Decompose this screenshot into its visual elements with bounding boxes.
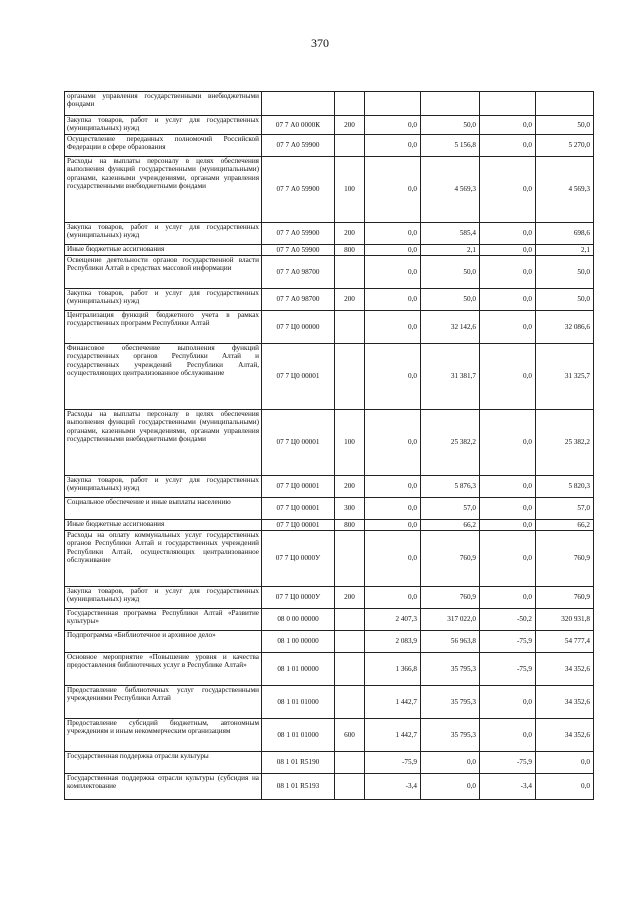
row-name-cell: Централизация функций бюджетного учета в рамках государственных программ Республики Алтай xyxy=(65,311,262,344)
row-value-1-cell: -3,4 xyxy=(365,774,421,800)
table-row xyxy=(65,719,594,752)
row-value-1-cell: 0,0 xyxy=(365,476,421,498)
row-expense-type-cell: 200 xyxy=(335,223,365,245)
row-value-2-cell: 5 156,8 xyxy=(421,135,480,157)
row-value-4-cell: 34 352,6 xyxy=(536,653,594,686)
row-name-cell: Предоставление библиотечных услуг государственными учреждениями Республики Алтай xyxy=(65,686,262,719)
row-value-4-cell: 4 569,3 xyxy=(536,157,594,223)
row-value-3-cell: 0,0 xyxy=(480,289,536,311)
row-value-2-cell: 760,9 xyxy=(421,531,480,587)
row-value-1-cell: 0,0 xyxy=(365,311,421,344)
table-body xyxy=(65,92,594,800)
row-name-cell: Закупка товаров, работ и услуг для государственных (муниципальных) нужд xyxy=(65,223,262,245)
row-value-1-cell: 0,0 xyxy=(365,135,421,157)
row-value-4-cell: 31 325,7 xyxy=(536,344,594,410)
row-value-3-cell: 0,0 xyxy=(480,531,536,587)
row-value-4-cell: 57,0 xyxy=(536,498,594,520)
row-code-cell: 07 7 Ц0 00001 xyxy=(262,476,335,498)
row-value-1-cell: 0,0 xyxy=(365,410,421,476)
row-value-3-cell: 0,0 xyxy=(480,116,536,135)
row-value-1-cell: 1 442,7 xyxy=(365,719,421,752)
row-value-4-cell: 5 270,0 xyxy=(536,135,594,157)
row-value-1-cell: 0,0 xyxy=(365,116,421,135)
row-name-cell: Государственная поддержка отрасли культуры (субсидия на комплектование xyxy=(65,774,262,800)
table-row xyxy=(65,311,594,344)
table-row xyxy=(65,609,594,631)
row-value-1-cell: 0,0 xyxy=(365,531,421,587)
row-value-4-cell: 34 352,6 xyxy=(536,719,594,752)
row-expense-type-cell xyxy=(335,311,365,344)
row-value-1-cell: 0,0 xyxy=(365,223,421,245)
row-code-cell: 07 7 А0 59900 xyxy=(262,157,335,223)
row-value-1-cell: 0,0 xyxy=(365,289,421,311)
row-name-cell: Иные бюджетные ассигнования xyxy=(65,520,262,531)
row-value-1-cell: 0,0 xyxy=(365,587,421,609)
row-expense-type-cell xyxy=(335,344,365,410)
row-value-4-cell: 760,9 xyxy=(536,587,594,609)
row-value-3-cell: 0,0 xyxy=(480,344,536,410)
table-row xyxy=(65,686,594,719)
row-code-cell: 07 7 А0 59900 xyxy=(262,223,335,245)
budget-table xyxy=(64,91,594,800)
row-value-3-cell: 0,0 xyxy=(480,223,536,245)
row-name-cell: Осуществление переданных полномочий Российской Федерации в сфере образования xyxy=(65,135,262,157)
row-value-4-cell: 760,9 xyxy=(536,531,594,587)
row-name-cell: Основное мероприятие «Повышение уровня и качества предоставления библиотечных услуг в Республике Алтай» xyxy=(65,653,262,686)
page-number: 370 xyxy=(311,36,329,50)
table-row xyxy=(65,256,594,289)
row-value-4-cell: 0,0 xyxy=(536,752,594,774)
table-row xyxy=(65,116,594,135)
row-name-cell: Расходы на выплаты персоналу в целях обеспечения выполнения функций государственными (муниципальными) органами, казенными учреждениями, органами управления государственными внебюджетными фондами xyxy=(65,410,262,476)
row-code-cell: 08 1 01 R5190 xyxy=(262,752,335,774)
table-row xyxy=(65,344,594,410)
row-value-2-cell: 2,1 xyxy=(421,245,480,256)
row-value-2-cell: 5 876,3 xyxy=(421,476,480,498)
row-value-1-cell: 0,0 xyxy=(365,256,421,289)
row-expense-type-cell: 100 xyxy=(335,157,365,223)
row-value-3-cell: 0,0 xyxy=(480,719,536,752)
row-value-2-cell: 35 795,3 xyxy=(421,686,480,719)
table-row xyxy=(65,410,594,476)
row-value-3-cell: 0,0 xyxy=(480,587,536,609)
row-value-1-cell: 2 407,3 xyxy=(365,609,421,631)
row-value-3-cell: 0,0 xyxy=(480,686,536,719)
row-value-3-cell: 0,0 xyxy=(480,245,536,256)
row-value-2-cell: 32 142,6 xyxy=(421,311,480,344)
row-value-3-cell: 0,0 xyxy=(480,311,536,344)
row-expense-type-cell: 600 xyxy=(335,719,365,752)
row-expense-type-cell xyxy=(335,609,365,631)
table-row xyxy=(65,135,594,157)
row-code-cell xyxy=(262,92,335,116)
row-value-3-cell: -75,9 xyxy=(480,631,536,653)
row-value-2-cell: 57,0 xyxy=(421,498,480,520)
row-value-2-cell: 317 022,0 xyxy=(421,609,480,631)
table-row xyxy=(65,223,594,245)
row-value-4-cell xyxy=(536,92,594,116)
row-value-4-cell: 50,0 xyxy=(536,289,594,311)
row-code-cell: 07 7 А0 59900 xyxy=(262,135,335,157)
row-value-1-cell: 0,0 xyxy=(365,157,421,223)
row-value-4-cell: 320 931,8 xyxy=(536,609,594,631)
row-code-cell: 08 1 01 01000 xyxy=(262,719,335,752)
row-value-3-cell: -75,9 xyxy=(480,752,536,774)
row-value-4-cell: 50,0 xyxy=(536,256,594,289)
row-expense-type-cell xyxy=(335,631,365,653)
row-value-3-cell: -50,2 xyxy=(480,609,536,631)
row-expense-type-cell: 200 xyxy=(335,116,365,135)
table-row xyxy=(65,289,594,311)
row-code-cell: 07 7 А0 59900 xyxy=(262,245,335,256)
table-row xyxy=(65,653,594,686)
row-name-cell: Закупка товаров, работ и услуг для государственных (муниципальных) нужд xyxy=(65,476,262,498)
row-value-2-cell: 25 382,2 xyxy=(421,410,480,476)
row-expense-type-cell xyxy=(335,256,365,289)
row-name-cell: Государственная программа Республики Алтай «Развитие культуры» xyxy=(65,609,262,631)
row-value-4-cell: 25 382,2 xyxy=(536,410,594,476)
row-name-cell: Освещение деятельности органов государственной власти Республики Алтай в средствах массовой информации xyxy=(65,256,262,289)
row-name-cell: Закупка товаров, работ и услуг для государственных (муниципальных) нужд xyxy=(65,289,262,311)
row-expense-type-cell: 200 xyxy=(335,476,365,498)
table-row xyxy=(65,752,594,774)
row-value-2-cell: 50,0 xyxy=(421,256,480,289)
table-row xyxy=(65,92,594,116)
row-name-cell: Расходы на оплату коммунальных услуг государственных органов Республики Алтай и государственных учреждений Республики Алтай, осуществляющих централизованное обслуживание xyxy=(65,531,262,587)
row-value-1-cell: 0,0 xyxy=(365,498,421,520)
row-value-2-cell: 66,2 xyxy=(421,520,480,531)
row-code-cell: 07 7 А0 98700 xyxy=(262,256,335,289)
row-code-cell: 08 1 01 01000 xyxy=(262,686,335,719)
row-name-cell: Расходы на выплаты персоналу в целях обеспечения выполнения функций государственными (муниципальными) органами, казенными учреждениями, органами управления государственными внебюджетными фондами xyxy=(65,157,262,223)
row-value-2-cell: 31 381,7 xyxy=(421,344,480,410)
row-name-cell: Предоставление субсидий бюджетным, автономным учреждениям и иным некоммерческим организациям xyxy=(65,719,262,752)
row-name-cell: Социальное обеспечение и иные выплаты населению xyxy=(65,498,262,520)
row-value-3-cell: 0,0 xyxy=(480,520,536,531)
row-name-cell: Финансовое обеспечение выполнения функций государственных органов Республики Алтай и государственных учреждений Республики Алтай, осуществляющих централизованное обслуживание xyxy=(65,344,262,410)
row-code-cell: 07 7 Ц0 00001 xyxy=(262,344,335,410)
row-value-2-cell: 50,0 xyxy=(421,289,480,311)
row-value-4-cell: 34 352,6 xyxy=(536,686,594,719)
table-row xyxy=(65,587,594,609)
row-value-4-cell: 50,0 xyxy=(536,116,594,135)
row-value-2-cell: 56 963,8 xyxy=(421,631,480,653)
row-code-cell: 07 7 Ц0 00001 xyxy=(262,498,335,520)
row-value-2-cell xyxy=(421,92,480,116)
row-code-cell: 07 7 А0 0000К xyxy=(262,116,335,135)
row-code-cell: 08 1 00 00000 xyxy=(262,631,335,653)
table-row xyxy=(65,531,594,587)
row-value-3-cell: 0,0 xyxy=(480,157,536,223)
row-code-cell: 07 7 Ц0 00001 xyxy=(262,410,335,476)
row-value-4-cell: 66,2 xyxy=(536,520,594,531)
row-value-1-cell: 2 083,9 xyxy=(365,631,421,653)
row-name-cell: Государственная поддержка отрасли культуры xyxy=(65,752,262,774)
row-value-1-cell: 0,0 xyxy=(365,245,421,256)
row-value-1-cell: 1 442,7 xyxy=(365,686,421,719)
row-name-cell: органами управления государственными внебюджетными фондами xyxy=(65,92,262,116)
table-row xyxy=(65,498,594,520)
table-row xyxy=(65,520,594,531)
row-value-3-cell xyxy=(480,92,536,116)
row-expense-type-cell xyxy=(335,92,365,116)
table-row xyxy=(65,631,594,653)
row-expense-type-cell xyxy=(335,752,365,774)
row-expense-type-cell: 300 xyxy=(335,498,365,520)
row-expense-type-cell xyxy=(335,531,365,587)
row-value-2-cell: 760,9 xyxy=(421,587,480,609)
row-expense-type-cell xyxy=(335,135,365,157)
table-row xyxy=(65,774,594,800)
row-name-cell: Закупка товаров, работ и услуг для государственных (муниципальных) нужд xyxy=(65,116,262,135)
row-value-4-cell: 698,6 xyxy=(536,223,594,245)
row-expense-type-cell: 200 xyxy=(335,587,365,609)
row-value-4-cell: 0,0 xyxy=(536,774,594,800)
row-code-cell: 07 7 А0 98700 xyxy=(262,289,335,311)
row-code-cell: 08 1 01 00000 xyxy=(262,653,335,686)
row-value-1-cell: 0,0 xyxy=(365,520,421,531)
row-value-3-cell: 0,0 xyxy=(480,410,536,476)
row-expense-type-cell: 100 xyxy=(335,410,365,476)
row-value-1-cell: 1 366,8 xyxy=(365,653,421,686)
row-value-4-cell: 5 820,3 xyxy=(536,476,594,498)
row-value-2-cell: 0,0 xyxy=(421,752,480,774)
row-code-cell: 07 7 Ц0 0000У xyxy=(262,587,335,609)
row-value-3-cell: 0,0 xyxy=(480,256,536,289)
row-value-3-cell: 0,0 xyxy=(480,135,536,157)
row-value-4-cell: 2,1 xyxy=(536,245,594,256)
row-name-cell: Подпрограмма «Библиотечное и архивное дело» xyxy=(65,631,262,653)
row-expense-type-cell xyxy=(335,686,365,719)
row-value-3-cell: 0,0 xyxy=(480,476,536,498)
row-value-2-cell: 35 795,3 xyxy=(421,653,480,686)
row-value-1-cell: 0,0 xyxy=(365,344,421,410)
row-value-1-cell: -75,9 xyxy=(365,752,421,774)
row-code-cell: 07 7 Ц0 00001 xyxy=(262,520,335,531)
table-row xyxy=(65,476,594,498)
row-expense-type-cell: 800 xyxy=(335,245,365,256)
row-value-2-cell: 4 569,3 xyxy=(421,157,480,223)
row-code-cell: 07 7 Ц0 0000У xyxy=(262,531,335,587)
row-value-3-cell: 0,0 xyxy=(480,498,536,520)
row-name-cell: Иные бюджетные ассигнования xyxy=(65,245,262,256)
row-value-2-cell: 0,0 xyxy=(421,774,480,800)
row-value-2-cell: 585,4 xyxy=(421,223,480,245)
row-expense-type-cell: 800 xyxy=(335,520,365,531)
row-code-cell: 08 0 00 00000 xyxy=(262,609,335,631)
row-value-2-cell: 35 795,3 xyxy=(421,719,480,752)
row-value-3-cell: -3,4 xyxy=(480,774,536,800)
row-code-cell: 07 7 Ц0 00000 xyxy=(262,311,335,344)
row-value-2-cell: 50,0 xyxy=(421,116,480,135)
row-value-4-cell: 54 777,4 xyxy=(536,631,594,653)
row-value-3-cell: -75,9 xyxy=(480,653,536,686)
table-row xyxy=(65,157,594,223)
row-code-cell: 08 1 01 R5193 xyxy=(262,774,335,800)
row-expense-type-cell: 200 xyxy=(335,289,365,311)
row-value-4-cell: 32 086,6 xyxy=(536,311,594,344)
row-name-cell: Закупка товаров, работ и услуг для государственных (муниципальных) нужд xyxy=(65,587,262,609)
table-row xyxy=(65,245,594,256)
row-value-1-cell xyxy=(365,92,421,116)
row-expense-type-cell xyxy=(335,653,365,686)
row-expense-type-cell xyxy=(335,774,365,800)
